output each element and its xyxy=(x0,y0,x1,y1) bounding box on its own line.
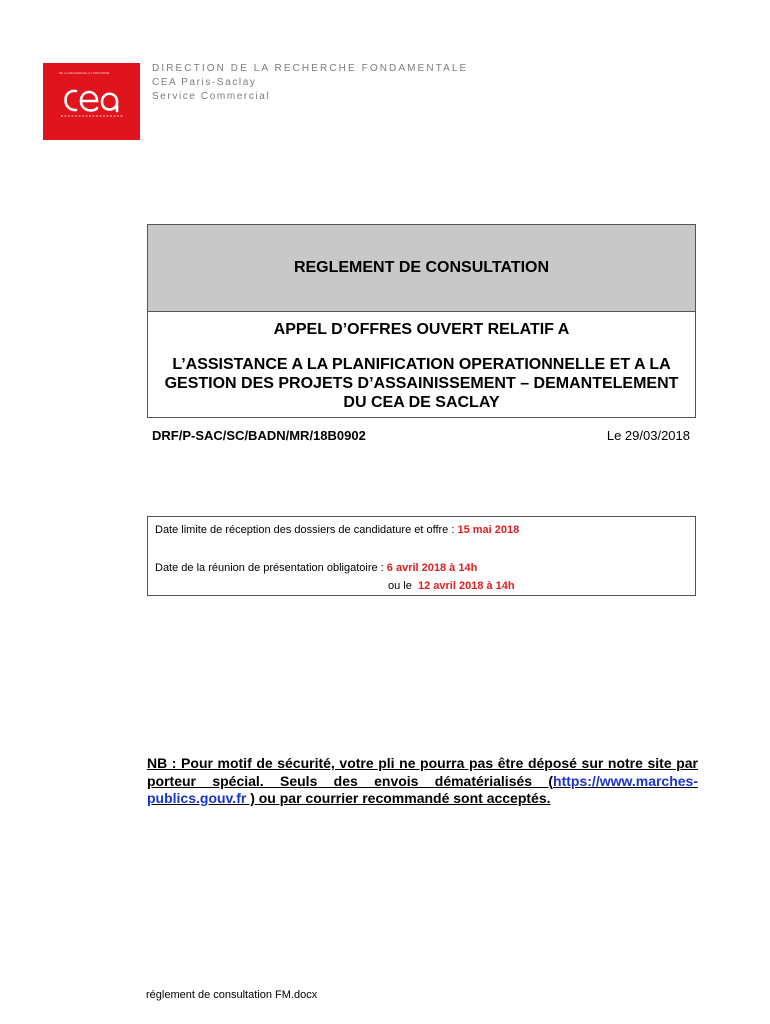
meeting-value: 6 avril 2018 à 14h xyxy=(386,562,478,574)
header-site: CEA Paris-Saclay xyxy=(152,77,257,88)
document-subtitle: APPEL D’OFFRES OUVERT RELATIF A xyxy=(273,321,570,338)
meeting-label: Date de la réunion de présentation obligatoire : xyxy=(155,562,387,574)
cea-wordmark-icon xyxy=(59,83,125,121)
cea-logo xyxy=(43,63,140,140)
header-direction: DIRECTION DE LA RECHERCHE FONDAMENTALE xyxy=(152,63,469,74)
meeting-line xyxy=(155,562,477,574)
document-subject: L’ASSISTANCE A LA PLANIFICATION OPERATIONNELLE ET A LA GESTION DES PROJETS D’ASSAINISSEMENT – DEMANTELEMENT DU CEA DE SACLAY xyxy=(164,356,679,411)
document-title: REGLEMENT DE CONSULTATION xyxy=(148,225,695,312)
document-reference: DRF/P-SAC/SC/BADN/MR/18B0902 xyxy=(152,428,366,443)
notice-text-before: NB : Pour motif de sécurité, votre pli ne pourra pas être déposé sur notre site par porteur spécial. Seuls des envois dématérialisés ( xyxy=(147,755,698,789)
alt-meeting-label: ou le xyxy=(388,580,415,592)
header-service: Service Commercial xyxy=(152,91,271,102)
deadline-label: Date limite de réception des dossiers de candidature et offre : xyxy=(155,524,458,536)
alt-meeting-line xyxy=(388,580,515,592)
footer-filename: réglement de consultation FM.docx xyxy=(146,989,318,1001)
document-date: Le 29/03/2018 xyxy=(606,428,690,443)
title-subject-block xyxy=(148,320,695,412)
organization-header xyxy=(152,62,468,104)
alt-meeting-value: 12 avril 2018 à 14h xyxy=(417,580,515,592)
notice-text-after: ) ou par courrier recommandé sont acceptés. xyxy=(246,790,551,806)
deadline-line xyxy=(155,524,519,536)
key-dates-box xyxy=(147,516,696,596)
logo-tagline: DE LA RECHERCHE À L'INDUSTRIE xyxy=(59,72,110,75)
marches-publics-link[interactable]: https://www.marches-publics.gouv.fr xyxy=(147,772,698,806)
title-box xyxy=(147,224,696,418)
deadline-value: 15 mai 2018 xyxy=(457,524,520,536)
security-notice xyxy=(147,755,698,808)
